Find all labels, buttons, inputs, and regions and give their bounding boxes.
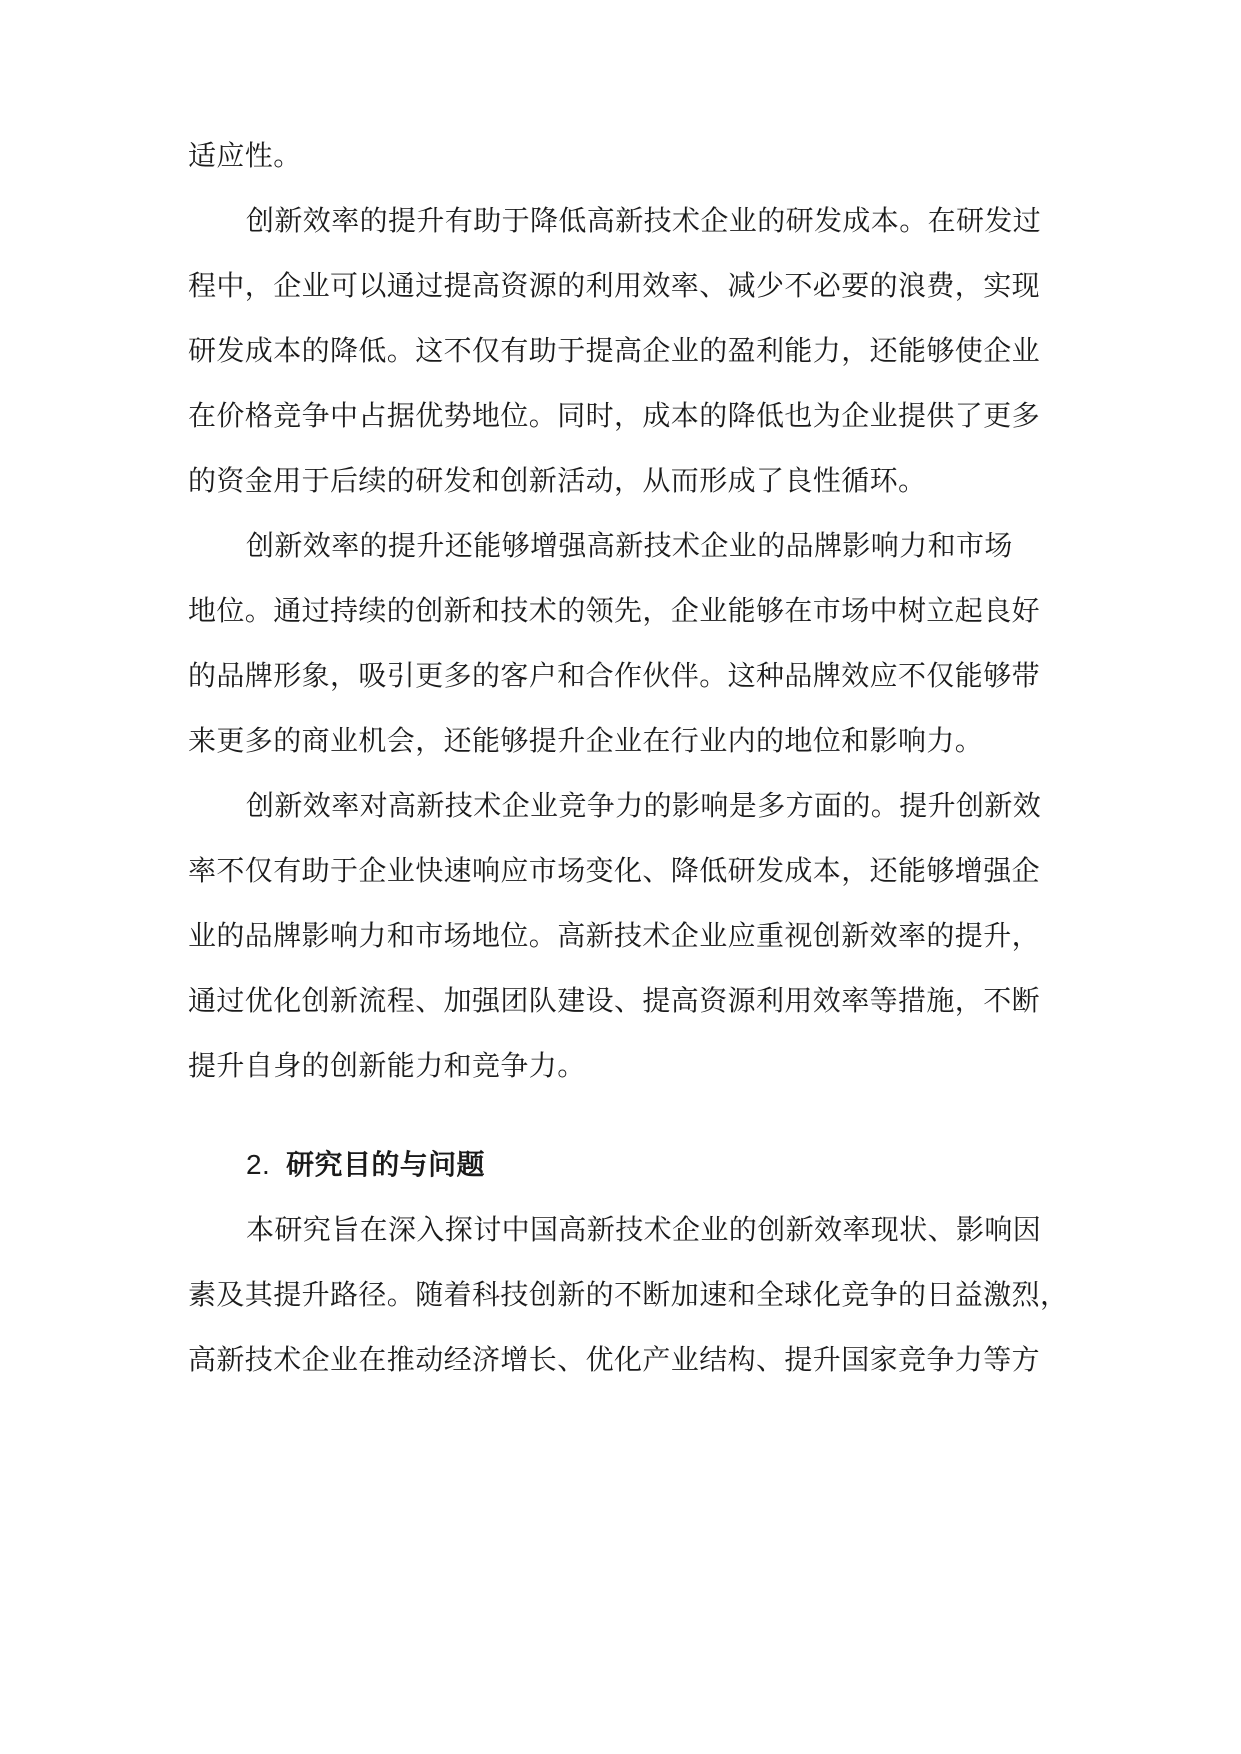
paragraph-line: 研发成本的降低。这不仅有助于提高企业的盈利能力，还能够使企业 [188, 334, 1041, 367]
paragraph-line: 的品牌形象，吸引更多的客户和合作伙伴。这种品牌效应不仅能够带 [188, 659, 1041, 692]
paragraph-line: 的资金用于后续的研发和创新活动，从而形成了良性循环。 [188, 464, 927, 497]
paragraph-line: 业的品牌影响力和市场地位。高新技术企业应重视创新效率的提升， [188, 919, 1041, 952]
paragraph-line: 率不仅有助于企业快速响应市场变化、降低研发成本，还能够增强企 [188, 854, 1041, 887]
section-title: 研究目的与问题 [286, 1148, 485, 1181]
paragraph-line: 创新效率的提升有助于降低高新技术企业的研发成本。在研发过 [246, 204, 1042, 237]
paragraph-line: 高新技术企业在推动经济增长、优化产业结构、提升国家竞争力等方 [188, 1343, 1041, 1376]
paragraph-line: 来更多的商业机会，还能够提升企业在行业内的地位和影响力。 [188, 724, 984, 757]
paragraph-line: 创新效率的提升还能够增强高新技术企业的品牌影响力和市场 [246, 529, 1013, 562]
section-number: 2. [246, 1149, 271, 1180]
paragraph-line: 在价格竞争中占据优势地位。同时，成本的降低也为企业提供了更多 [188, 399, 1041, 432]
paragraph-line: 本研究旨在深入探讨中国高新技术企业的创新效率现状、影响因 [246, 1213, 1042, 1246]
paragraph-line: 创新效率对高新技术企业竞争力的影响是多方面的。提升创新效 [246, 789, 1042, 822]
section-heading [246, 1145, 485, 1185]
paragraph-line: 地位。通过持续的创新和技术的领先，企业能够在市场中树立起良好 [188, 594, 1041, 627]
paragraph-line: 提升自身的创新能力和竞争力。 [188, 1049, 586, 1082]
paragraph-line: 程中，企业可以通过提高资源的利用效率、减少不必要的浪费，实现 [188, 269, 1041, 302]
paragraph-line: 通过优化创新流程、加强团队建设、提高资源利用效率等措施，不断 [188, 984, 1041, 1017]
paragraph-line: 适应性。 [188, 139, 302, 172]
paragraph-line: 素及其提升路径。随着科技创新的不断加速和全球化竞争的日益激烈， [188, 1278, 1069, 1311]
